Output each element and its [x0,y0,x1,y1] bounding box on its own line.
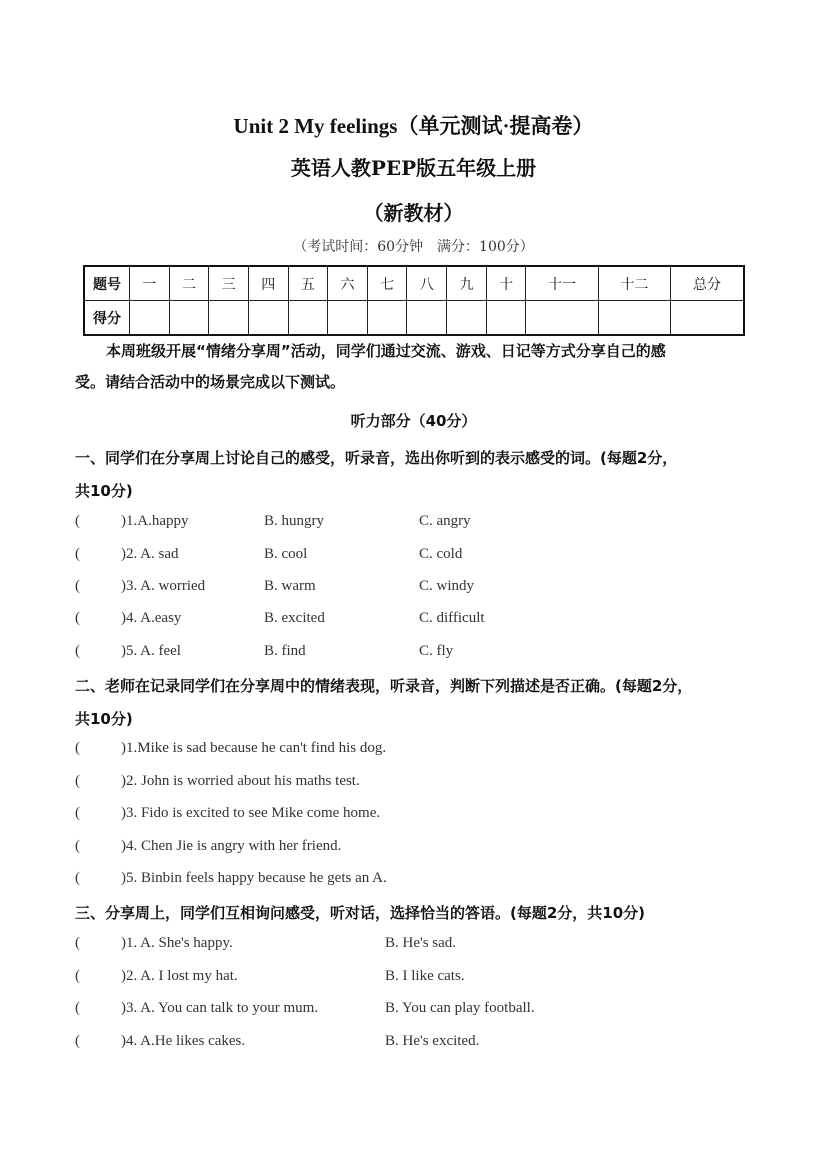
document-title: Unit 2 My feelings（单元测试·提高卷） [233,114,594,138]
score-cell[interactable] [328,301,368,336]
answer-blank[interactable]: ( [75,513,80,529]
question-option-a: )3. A. You can talk to your mum. [121,1000,319,1016]
answer-blank[interactable]: ( [75,578,80,594]
score-table-header-row [84,266,744,301]
question-option-b: B. find [264,643,306,659]
column-label: 十一 [526,266,598,301]
column-label: 五 [288,266,328,301]
question-option-a: )3. A. worried [121,578,206,594]
question-option-a: )1.Mike is sad because he can't find his dog. [121,740,387,756]
score-cell[interactable] [486,301,526,336]
section2-heading: 二、老师在记录同学们在分享周中的情绪表现，听录音，判断下列描述是否正确。(每题2分， [75,677,693,695]
question-option-a: )3. Fido is excited to see Mike come home. [121,805,381,821]
answer-blank[interactable]: ( [75,935,80,951]
score-cell[interactable] [248,301,288,336]
answer-blank[interactable]: ( [75,838,80,854]
question-option-c: C. windy [419,578,475,594]
answer-blank[interactable]: ( [75,805,80,821]
section3-heading: 三、分享周上，同学们互相询问感受，听对话，选择恰当的答语。(每题2分，共10分) [75,904,646,922]
header-label: 题号 [84,266,130,301]
column-label: 总分 [670,266,744,301]
question-option-a: )1. A. She's happy. [121,935,233,951]
answer-blank[interactable]: ( [75,968,80,984]
answer-blank[interactable]: ( [75,870,80,886]
score-cell[interactable] [670,301,744,336]
question-option-a: )4. A.easy [121,610,182,626]
question-option-a: )4. Chen Jie is angry with her friend. [121,838,342,854]
column-label: 十 [486,266,526,301]
question-option-c: C. cold [419,546,463,562]
intro-line-2: 受。请结合活动中的场景完成以下测试。 [75,373,346,391]
score-cell[interactable] [209,301,249,336]
score-cell[interactable] [367,301,407,336]
document-subtitle: 英语人教PEP版五年级上册 [290,156,537,180]
column-label: 一 [130,266,170,301]
question-option-c: C. fly [419,643,454,659]
answer-blank[interactable]: ( [75,610,80,626]
section2-heading-cont: 共10分) [75,710,133,728]
answer-blank[interactable]: ( [75,643,80,659]
answer-blank[interactable]: ( [75,773,80,789]
question-option-b: B. excited [264,610,325,626]
answer-blank[interactable]: ( [75,1000,80,1016]
question-option-a: )5. A. feel [121,643,181,659]
question-option-a: )2. John is worried about his maths test. [121,773,360,789]
question-option-a: )5. Binbin feels happy because he gets an A. [121,870,387,886]
score-cell[interactable] [598,301,670,336]
question-option-b: B. You can play football. [385,1000,535,1016]
question-option-a: )2. A. I lost my hat. [121,968,238,984]
score-label: 得分 [84,301,130,336]
question-option-a: )2. A. sad [121,546,179,562]
exam-info: （考试时间：60分钟 满分：100分） [293,239,534,255]
intro-line-1: 本周班级开展“情绪分享周”活动，同学们通过交流、游戏、日记等方式分享自己的感 [106,342,666,360]
answer-blank[interactable]: ( [75,1033,80,1049]
question-option-b: B. He's sad. [385,935,457,951]
question-option-a: )1.A.happy [121,513,189,529]
question-option-a: )4. A.He likes cakes. [121,1033,246,1049]
score-cell[interactable] [407,301,447,336]
column-label: 二 [169,266,209,301]
score-table [83,265,745,336]
column-label: 七 [367,266,407,301]
column-label: 九 [447,266,487,301]
answer-blank[interactable]: ( [75,740,80,756]
column-label: 三 [209,266,249,301]
question-option-b: B. He's excited. [385,1033,480,1049]
question-option-c: C. angry [419,513,471,529]
section1-heading: 一、同学们在分享周上讨论自己的感受，听录音，选出你听到的表示感受的词。(每题2分， [75,449,678,467]
listening-heading: 听力部分（40分） [350,412,477,430]
question-option-c: C. difficult [419,610,485,626]
question-option-b: B. I like cats. [385,968,465,984]
column-label: 四 [248,266,288,301]
section1-heading-cont: 共10分) [75,482,133,500]
score-table-score-row [84,301,744,336]
score-cell[interactable] [169,301,209,336]
question-option-b: B. warm [264,578,316,594]
column-label: 六 [328,266,368,301]
column-label: 八 [407,266,447,301]
question-option-b: B. cool [264,546,308,562]
score-cell[interactable] [447,301,487,336]
column-label: 十二 [598,266,670,301]
question-option-b: B. hungry [264,513,324,529]
score-cell[interactable] [130,301,170,336]
score-cell[interactable] [526,301,598,336]
edition-label: （新教材） [363,201,464,225]
answer-blank[interactable]: ( [75,546,80,562]
score-cell[interactable] [288,301,328,336]
